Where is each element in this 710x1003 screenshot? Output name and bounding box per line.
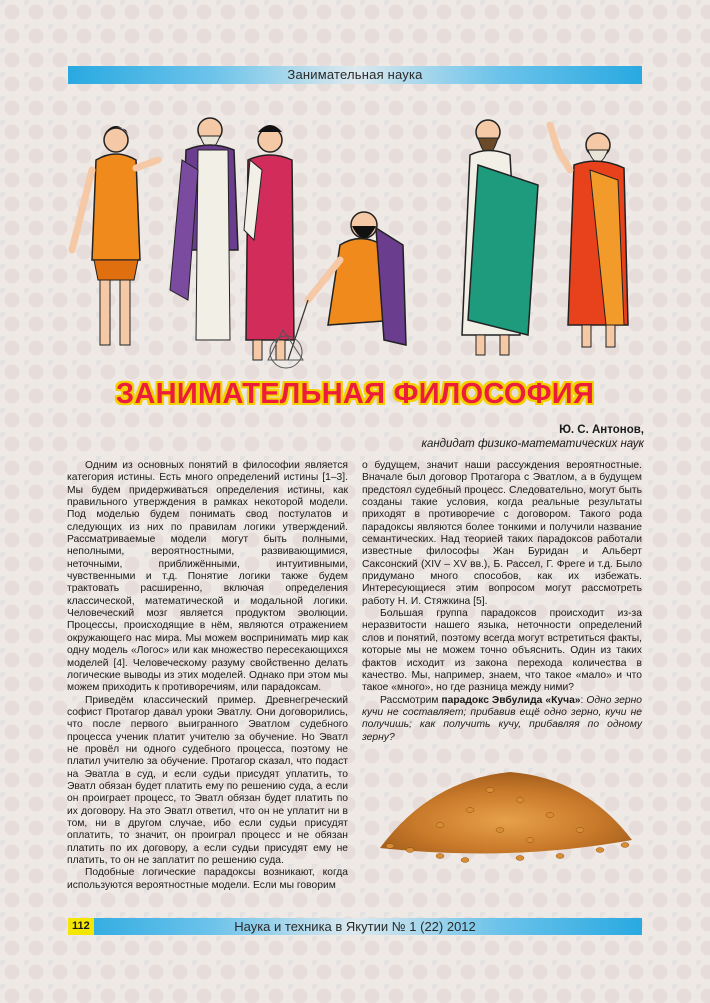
left-column [67,460,348,892]
paradox-lead: Рассмотрим [380,694,442,706]
grain-pile-image [370,750,645,870]
section-title: Занимательная наука [287,67,423,82]
footer-bar [68,918,642,935]
figure-elder-purple [170,118,238,340]
right-paragraph-2: Большая группа парадоксов происходит из-за неразвитости нашего языка, неточности определений слов и понятий, поэтому всегда могут встретиться факты, которые мы не можем точно объяснить. Один из таких фактов исходит из закона перехода количества в качество. Мы, например, знаем, что такое «мало» и что такое «много», но где разница между ними? [362,608,642,694]
figure-man-pink [244,125,294,360]
author-degree: кандидат физико-математических наук [421,438,644,450]
journal-title: Наука и техника в Якутии № 1 (22) 2012 [234,919,476,934]
paradox-name: парадокс Эвбулида «Куча» [441,694,581,706]
right-column [362,460,642,744]
philosophers-illustration [58,110,648,375]
figure-elder-green [462,120,538,355]
paradox-quote: Одно зерно кучи не составляет; прибавив ещё одно зерно, кучи не получишь; как получить кучу, прибавляя по одному зерну? [362,694,642,743]
page-number: 112 [68,918,94,935]
paradox-colon: : [580,694,587,706]
left-paragraph-3: Подобные логические парадоксы возникают, когда используются вероятностные модели. Если мы говорим [67,867,348,891]
left-paragraph-2: Приведём классический пример. Древнегреческий софист Протагор давал уроки Эватлу. Они договорились, что после первого выигранного Эватлом судебного процесса ученик платит учителю за обучение. Но Эватл не провёл ни одного судебного процесса, поэтому не платил учителю за обучение. Протагор сказал, что подаст на Эватла в суд, и если судьи присудят уплатить, то Эватл обязан будет платить ему по решению суда, а если он проиграет процесс, то Эватл обязан будет платить по их договору. На это Эватл ответил, что он не уплатит ни в том, ни в другом случае, ибо если судьи присудят оплатить, то значит, он проиграл процесс и не обязан платить по их договору, а если судьи присудят ему не платить, то он не заплатит по решению суда. [67,694,348,866]
figure-youth-orange [72,126,158,345]
article-title: ЗАНИМАТЕЛЬНАЯ ФИЛОСОФИЯ [115,378,595,410]
header-bar [68,66,642,84]
left-paragraph-1: Одним из основных понятий в философии является категория истины. Есть много определений истины [1–3]. Мы будем придерживаться определения истины, как правильного утверждения в рамках некоторой модели. Под моделью будем понимать свод постулатов и следующих из них по правилам логики утверждений. Рассматриваемые модели могут быть полными, неполными, вероятностными, развивающимися, неточными, приближёнными, интуитивными, чувственными и т.д. Понятие логики также будем трактовать расширенно, включая определения классической, математической и модальной логики. Человеческий мозг является продуктом эволюции. Процессы, происходящие в нём, являются отражением окружающего нас мира. Мы можем воспринимать мир как одну модель «Логос» или как множество пересекающихся моделей [4]. Человеческому разуму свойственно делать логические выводы из этих моделей. Однако при этом мы можем приходить к противоречиям, или парадоксам. [67,460,348,694]
right-paragraph-1: о будущем, значит наши рассуждения вероятностные. Вначале был договор Протагора с Эватлом, а в будущем предстоял судебный процесс. Следовательно, могут быть созданы такие условия, когда реальные результаты приходят в противоречие с договором. Такого рода парадоксы являются более тонкими и получили название семантических. Над теорией таких парадоксов работали известные философы Жан Буридан и Альберт Саксонский (XIV – XV вв.), Б. Рассел, Г. Фреге и т.д. Было придумано много способов, как их избежать. Интересующиеся этим вопросом могут рассмотреть работу Н. И. Стяжкина [5]. [362,460,642,607]
author-name: Ю. С. Антонов, [559,424,644,436]
figure-man-red [550,125,628,347]
author-block [422,423,644,451]
right-paragraph-3 [362,695,642,744]
